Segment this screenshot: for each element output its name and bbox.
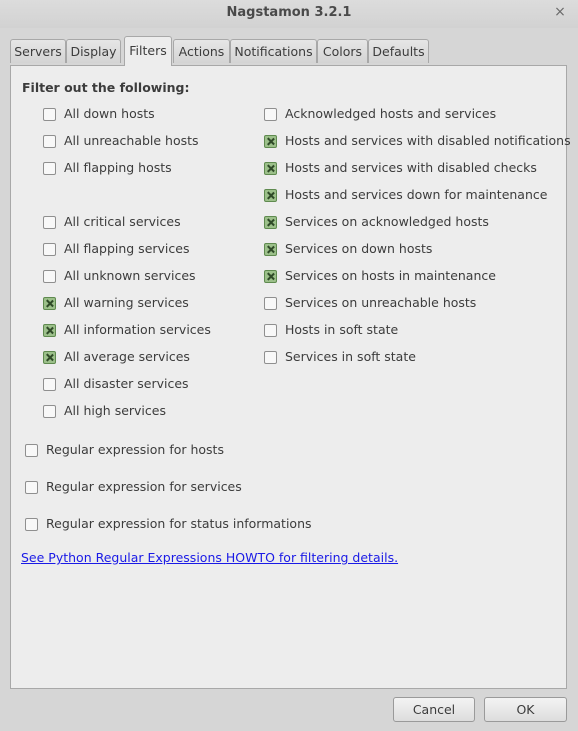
filter-label: All critical services [64,214,181,229]
filter-checkbox[interactable] [264,108,277,121]
tab-servers[interactable]: Servers [10,39,66,63]
cancel-button[interactable]: Cancel [393,697,475,722]
filter-checkbox[interactable] [43,351,56,364]
filter-label: Acknowledged hosts and services [285,106,497,121]
filter-label: Services in soft state [285,349,416,364]
filter-label: Services on down hosts [285,241,433,256]
filter-label: Services on unreachable hosts [285,295,477,310]
tab-actions[interactable]: Actions [173,39,230,63]
tab-defaults[interactable]: Defaults [368,39,429,63]
filter-checkbox[interactable] [43,243,56,256]
regex-hosts-label: Regular expression for hosts [46,442,224,457]
window-title: Nagstamon 3.2.1 [226,5,352,20]
tab-notifications[interactable]: Notifications [230,39,317,63]
regex-services-label: Regular expression for services [46,479,242,494]
filter-label: All down hosts [64,106,155,121]
title-bar [0,0,578,28]
filter-label: All unknown services [64,268,196,283]
regex-howto-link[interactable]: See Python Regular Expressions HOWTO for filtering details. [21,550,399,565]
filter-checkbox[interactable] [264,189,277,202]
filter-label: All average services [64,349,190,364]
tab-display[interactable]: Display [66,39,121,63]
tab-colors[interactable]: Colors [317,39,368,63]
filters-heading: Filter out the following: [22,80,190,95]
regex-status-label: Regular expression for status informations [46,516,312,531]
regex-status-checkbox[interactable] [25,518,38,531]
filter-checkbox[interactable] [264,216,277,229]
filter-label: All flapping services [64,241,190,256]
filter-label: Hosts and services with disabled checks [285,160,537,175]
filter-label: Services on acknowledged hosts [285,214,489,229]
filter-checkbox[interactable] [43,270,56,283]
filter-checkbox[interactable] [264,270,277,283]
filter-checkbox[interactable] [43,405,56,418]
ok-button[interactable]: OK [484,697,567,722]
tab-filters[interactable]: Filters [124,36,172,66]
filter-label: All high services [64,403,166,418]
filter-checkbox[interactable] [43,108,56,121]
regex-hosts-checkbox[interactable] [25,444,38,457]
filter-checkbox[interactable] [43,297,56,310]
filter-checkbox[interactable] [43,135,56,148]
filter-label: All flapping hosts [64,160,172,175]
regex-services-checkbox[interactable] [25,481,38,494]
filter-label: All warning services [64,295,189,310]
filter-label: Hosts in soft state [285,322,399,337]
filter-label: All unreachable hosts [64,133,199,148]
filter-label: All information services [64,322,211,337]
filter-checkbox[interactable] [43,378,56,391]
filter-label: All disaster services [64,376,189,391]
filter-label: Hosts and services with disabled notifications [285,133,571,148]
filter-checkbox[interactable] [43,162,56,175]
filters-panel [10,65,571,689]
filter-checkbox[interactable] [43,324,56,337]
filter-checkbox[interactable] [264,351,277,364]
filter-checkbox[interactable] [264,243,277,256]
filter-label: Hosts and services down for maintenance [285,187,548,202]
filter-label: Services on hosts in maintenance [285,268,496,283]
filter-checkbox[interactable] [264,297,277,310]
close-icon[interactable]: × [554,4,566,20]
filter-checkbox[interactable] [264,162,277,175]
filter-checkbox[interactable] [264,135,277,148]
filter-checkbox[interactable] [43,216,56,229]
filter-checkbox[interactable] [264,324,277,337]
